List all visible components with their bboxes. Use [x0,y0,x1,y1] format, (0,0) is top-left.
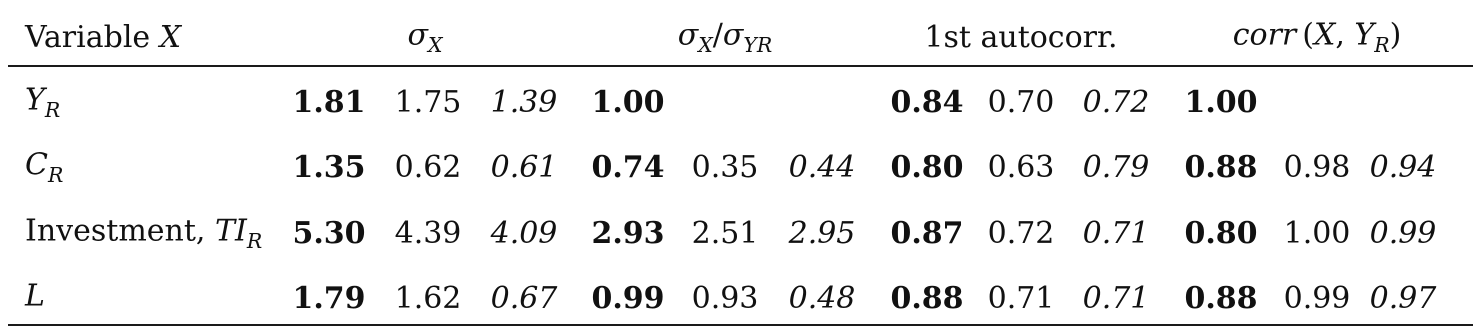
table-cell: 0.93 [691,281,759,316]
row-label-symbol: TI [214,213,247,249]
table-cell: 0.88 [1184,281,1258,316]
table-cell: 0.88 [1184,150,1258,185]
sigma-symbol: σ [407,17,428,53]
table-cell: 1.39 [490,85,558,120]
corr-arg-y: Y [1354,17,1375,53]
header-autocorr: 1st autocorr. [924,20,1118,55]
header-rule [8,65,1473,67]
table-cell: 0.84 [890,85,964,120]
header-variable-symbol: X [159,20,182,55]
table-cell: 0.67 [490,281,558,316]
table-cell: 0.61 [490,150,558,185]
corr-function: corr [1232,17,1297,53]
table-cell: 0.88 [890,281,964,316]
table-cell: 0.63 [987,150,1055,185]
slash: / [712,17,723,53]
row-label-symbol: C [25,147,48,183]
table-cell: 5.30 [292,216,366,251]
row-label-subscript: R [246,228,263,253]
header-relative-sigma [677,17,773,57]
row-label-subscript: R [44,97,61,122]
table-cell: 0.99 [1369,216,1437,251]
table-cell: 0.44 [788,150,856,185]
table-cell: 0.99 [591,281,665,316]
row-label-symbol: Y [25,82,45,118]
corr-arg-y-subscript: R [1374,32,1390,57]
row-label-symbol: L [25,278,45,314]
table-cell: 1.75 [394,85,462,120]
table-cell: 2.95 [788,216,856,251]
header-corr [1232,17,1402,57]
header-sigma-x [407,17,443,57]
table-cell: 0.48 [788,281,856,316]
header-variable [25,20,182,55]
table-cell: 0.71 [1082,216,1150,251]
table-cell: 1.35 [292,150,366,185]
table-cell: 4.09 [490,216,558,251]
table-cell: 0.79 [1082,150,1150,185]
table-cell: 1.00 [1283,216,1351,251]
row-label [25,278,45,317]
open-paren: ( [1302,17,1314,53]
table-cell: 0.94 [1369,150,1437,185]
table-cell: 0.80 [890,150,964,185]
close-paren: ) [1389,17,1402,53]
row-label-prefix: Investment, [25,213,215,249]
corr-arg-x: X [1313,17,1336,53]
sigma-y-subscript: YR [743,32,773,57]
table-cell: 0.98 [1283,150,1351,185]
table-cell: 1.00 [1184,85,1258,120]
row-label [25,82,61,122]
table-cell: 0.71 [1082,281,1150,316]
sigma-x-symbol: σ [677,17,699,53]
table-cell: 0.72 [987,216,1055,251]
header-variable-text: Variable [25,20,151,55]
table-cell: 2.93 [591,216,665,251]
sigma-x-subscript: X [698,32,713,57]
table-cell: 0.99 [1283,281,1351,316]
table-cell: 2.51 [691,216,759,251]
table-cell: 0.35 [691,150,759,185]
table-cell: 0.80 [1184,216,1258,251]
sigma-y-symbol: σ [722,17,744,53]
sigma-subscript: X [427,32,443,57]
table-cell: 0.70 [987,85,1055,120]
table-cell: 0.62 [394,150,462,185]
table-cell: 0.97 [1369,281,1437,316]
row-label [25,213,263,253]
bottom-rule [8,324,1473,326]
table-cell: 1.81 [292,85,366,120]
table-cell: 0.72 [1082,85,1150,120]
table-cell: 0.71 [987,281,1055,316]
table-cell: 1.00 [591,85,665,120]
table-cell: 0.87 [890,216,964,251]
table-cell: 1.79 [292,281,366,316]
table-cell: 4.39 [394,216,462,251]
comma: , [1335,17,1355,53]
table-cell: 1.62 [394,281,462,316]
row-label-subscript: R [47,162,64,187]
row-label [25,147,64,187]
table-cell: 0.74 [591,150,665,185]
